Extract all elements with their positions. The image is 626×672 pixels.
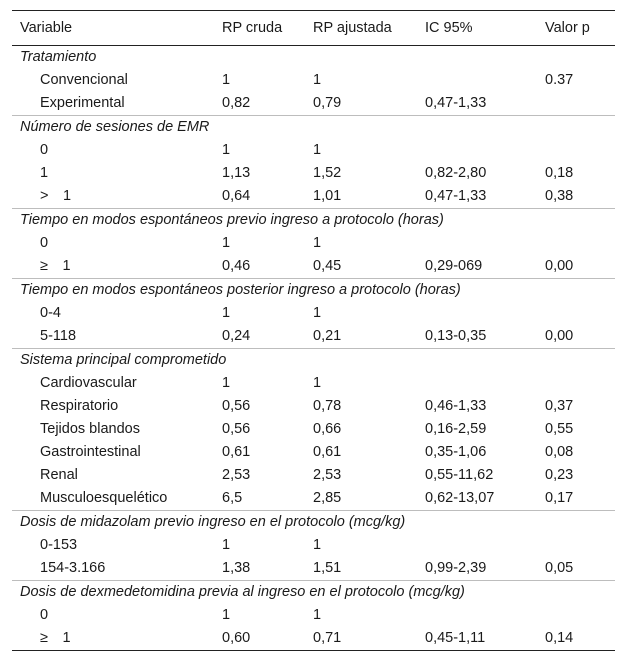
row-ic-95: 0,35-1,06 bbox=[425, 444, 487, 460]
row-rp-ajustada: 1,51 bbox=[313, 560, 342, 576]
row-rp-cruda: 1 bbox=[222, 305, 231, 321]
table-row bbox=[12, 185, 615, 209]
row-variable: Convencional bbox=[40, 72, 128, 88]
table-row bbox=[12, 604, 615, 627]
row-valor-p: 0.37 bbox=[545, 72, 574, 88]
table-row bbox=[12, 232, 615, 255]
header-rp-ajustada: RP ajustada bbox=[313, 11, 425, 46]
row-rp-ajustada: 1 bbox=[313, 375, 322, 391]
row-valor-p: 0,23 bbox=[545, 467, 574, 483]
group-title: Sistema principal comprometido bbox=[12, 349, 615, 373]
row-variable: 154-3.166 bbox=[40, 560, 106, 576]
row-rp-ajustada: 1 bbox=[313, 142, 322, 158]
row-valor-p: 0,00 bbox=[545, 328, 574, 344]
row-rp-ajustada: 0,61 bbox=[313, 444, 342, 460]
row-ic-95: 0,55-11,62 bbox=[425, 467, 494, 483]
row-rp-ajustada: 0,71 bbox=[313, 627, 425, 651]
row-rp-ajustada: 0,78 bbox=[313, 398, 342, 414]
table-header bbox=[12, 11, 615, 46]
row-ic-95: 0,45-1,11 bbox=[425, 627, 545, 651]
table-row bbox=[12, 69, 615, 92]
row-valor-p: 0,14 bbox=[545, 627, 615, 651]
row-rp-cruda: 1 bbox=[222, 607, 231, 623]
header-ic-95: IC 95% bbox=[425, 11, 545, 46]
row-rp-cruda: 1 bbox=[222, 375, 231, 391]
row-valor-p: 0,17 bbox=[545, 490, 574, 506]
row-ic-95: 0,99-2,39 bbox=[425, 560, 487, 576]
row-valor-p: 0,37 bbox=[545, 398, 574, 414]
header-valor-p: Valor p bbox=[545, 11, 615, 46]
table-row bbox=[12, 92, 615, 116]
group-row bbox=[12, 209, 615, 233]
row-rp-cruda: 2,53 bbox=[222, 467, 251, 483]
row-rp-cruda: 0,56 bbox=[222, 398, 251, 414]
row-valor-p bbox=[545, 92, 615, 116]
table-row bbox=[12, 441, 615, 464]
row-ic-95 bbox=[425, 302, 545, 325]
row-valor-p: 0,08 bbox=[545, 444, 574, 460]
row-valor-p bbox=[545, 302, 615, 325]
row-rp-cruda: 0,60 bbox=[222, 627, 313, 651]
row-rp-ajustada: 1 bbox=[313, 72, 322, 88]
group-row bbox=[12, 581, 615, 605]
row-rp-ajustada: 1 bbox=[313, 235, 322, 251]
row-rp-cruda: 0,82 bbox=[222, 95, 251, 111]
group-title: Tiempo en modos espontáneos posterior ingreso a protocolo (horas) bbox=[12, 279, 615, 303]
row-valor-p: 0,00 bbox=[545, 258, 574, 274]
row-ic-95: 0,47-1,33 bbox=[425, 188, 487, 204]
row-ic-95 bbox=[425, 232, 545, 255]
row-ic-95: 0,29-069 bbox=[425, 258, 483, 274]
row-rp-ajustada: 1,01 bbox=[313, 188, 342, 204]
group-row bbox=[12, 116, 615, 140]
row-valor-p: 0,05 bbox=[545, 560, 574, 576]
header-rp-cruda: RP cruda bbox=[222, 11, 313, 46]
row-rp-cruda: 0,61 bbox=[222, 444, 251, 460]
header-variable: Variable bbox=[12, 11, 222, 46]
row-rp-ajustada: 1,52 bbox=[313, 165, 342, 181]
table-row bbox=[12, 325, 615, 349]
group-row bbox=[12, 279, 615, 303]
table-body bbox=[12, 46, 615, 651]
table-row bbox=[12, 557, 615, 581]
row-rp-cruda: 0,46 bbox=[222, 258, 251, 274]
row-variable: Musculoesquelético bbox=[40, 490, 168, 506]
row-variable: Gastrointestinal bbox=[40, 444, 141, 460]
group-title: Tratamiento bbox=[20, 49, 97, 65]
group-row bbox=[12, 349, 615, 373]
row-variable: ≥ 1 bbox=[12, 627, 222, 651]
row-rp-ajustada: 0,66 bbox=[313, 421, 342, 437]
row-ic-95: 0,46-1,33 bbox=[425, 398, 487, 414]
table-row bbox=[12, 139, 615, 162]
row-rp-ajustada: 1 bbox=[313, 305, 322, 321]
row-variable: Tejidos blandos bbox=[40, 421, 140, 437]
row-variable: Experimental bbox=[40, 95, 125, 111]
row-valor-p: 0,38 bbox=[545, 188, 574, 204]
group-title: Dosis de midazolam previo ingreso en el protocolo (mcg/kg) bbox=[12, 511, 615, 535]
row-valor-p bbox=[545, 534, 615, 557]
table-row bbox=[12, 627, 615, 651]
row-ic-95: 0,82-2,80 bbox=[425, 165, 487, 181]
row-valor-p bbox=[545, 139, 615, 162]
row-variable: 5-118 bbox=[40, 328, 77, 344]
row-variable: 1 bbox=[40, 165, 49, 181]
row-rp-cruda: 1,38 bbox=[222, 560, 251, 576]
group-title: Número de sesiones de EMR bbox=[12, 116, 615, 140]
row-rp-cruda: 1 bbox=[222, 235, 231, 251]
row-rp-cruda: 1 bbox=[222, 72, 231, 88]
row-rp-cruda: 1 bbox=[222, 537, 231, 553]
row-rp-ajustada: 0,45 bbox=[313, 258, 342, 274]
row-variable: > 1 bbox=[40, 188, 72, 204]
row-variable: 0 bbox=[40, 235, 49, 251]
table-row bbox=[12, 464, 615, 487]
row-rp-cruda: 0,24 bbox=[222, 328, 251, 344]
row-variable: Renal bbox=[40, 467, 78, 483]
row-rp-ajustada: 0,21 bbox=[313, 328, 342, 344]
header-row bbox=[12, 11, 615, 46]
table-row bbox=[12, 487, 615, 511]
row-ic-95: 0,13-0,35 bbox=[425, 328, 487, 344]
row-rp-ajustada: 0,79 bbox=[313, 95, 342, 111]
row-rp-cruda: 0,64 bbox=[222, 188, 251, 204]
row-rp-ajustada: 1 bbox=[313, 607, 322, 623]
row-valor-p: 0,18 bbox=[545, 165, 574, 181]
row-rp-cruda: 1,13 bbox=[222, 165, 251, 181]
row-valor-p bbox=[545, 372, 615, 395]
row-rp-cruda: 0,56 bbox=[222, 421, 251, 437]
table-row bbox=[12, 372, 615, 395]
row-ic-95: 0,16-2,59 bbox=[425, 421, 487, 437]
table-row bbox=[12, 418, 615, 441]
row-variable: Respiratorio bbox=[40, 398, 119, 414]
row-rp-cruda: 1 bbox=[222, 142, 231, 158]
row-rp-ajustada: 2,85 bbox=[313, 490, 342, 506]
row-ic-95 bbox=[425, 604, 545, 627]
table-row bbox=[12, 395, 615, 418]
row-ic-95 bbox=[425, 69, 545, 92]
row-ic-95 bbox=[425, 372, 545, 395]
row-valor-p: 0,55 bbox=[545, 421, 574, 437]
table-row bbox=[12, 534, 615, 557]
row-variable: ≥ 1 bbox=[40, 258, 71, 274]
row-rp-cruda: 6,5 bbox=[222, 490, 243, 506]
table-row bbox=[12, 255, 615, 279]
row-ic-95: 0,62-13,07 bbox=[425, 490, 495, 506]
row-variable: Cardiovascular bbox=[40, 375, 137, 391]
row-variable: 0-4 bbox=[40, 305, 61, 321]
row-valor-p bbox=[545, 604, 615, 627]
group-title: Dosis de dexmedetomidina previa al ingreso en el protocolo (mcg/kg) bbox=[12, 581, 615, 605]
row-variable: 0 bbox=[40, 142, 49, 158]
row-ic-95 bbox=[425, 534, 545, 557]
row-ic-95 bbox=[425, 139, 545, 162]
row-variable: 0 bbox=[40, 607, 49, 623]
results-table bbox=[12, 10, 615, 651]
group-row bbox=[12, 511, 615, 535]
group-row bbox=[12, 46, 615, 70]
row-rp-ajustada: 1 bbox=[313, 537, 322, 553]
row-variable: 0-153 bbox=[40, 537, 78, 553]
row-valor-p bbox=[545, 232, 615, 255]
row-rp-ajustada: 2,53 bbox=[313, 467, 342, 483]
table-row bbox=[12, 302, 615, 325]
group-title: Tiempo en modos espontáneos previo ingreso a protocolo (horas) bbox=[12, 209, 615, 233]
table-row bbox=[12, 162, 615, 185]
row-ic-95: 0,47-1,33 bbox=[425, 95, 487, 111]
